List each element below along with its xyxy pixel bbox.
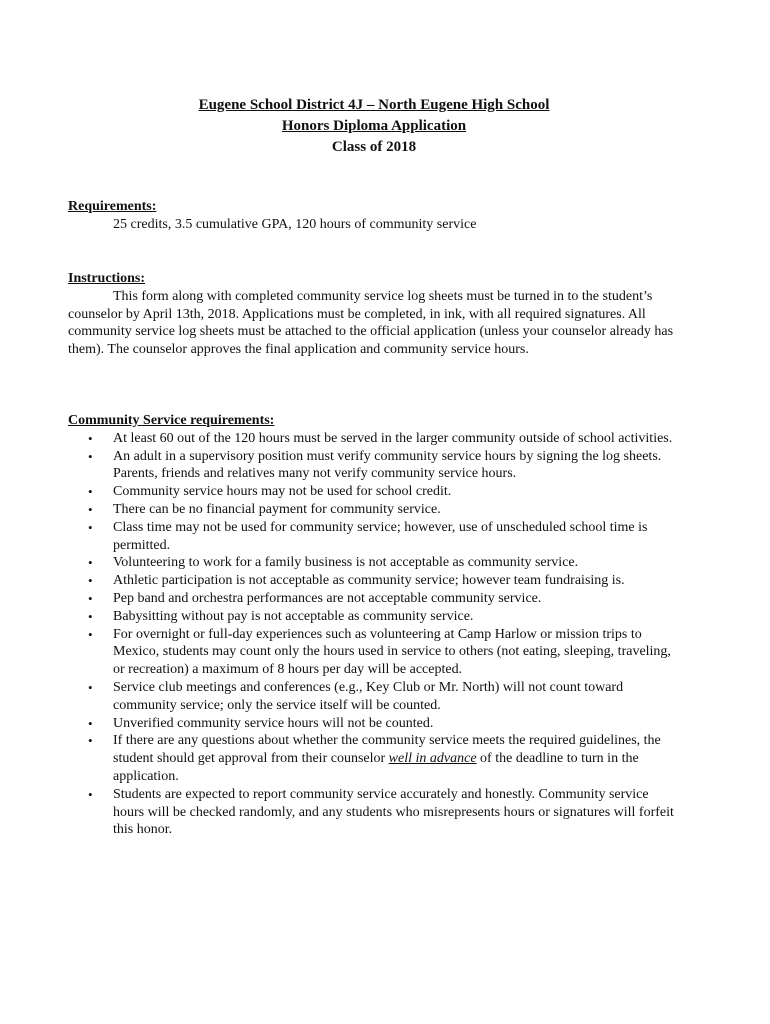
- bullet-icon: •: [88, 501, 93, 517]
- list-item-text: An adult in a supervisory position must verify community service hours by signing the log sheets. Parents, friends and relatives many not verify community service hours.: [113, 448, 662, 482]
- district-school-title: Eugene School District 4J – North Eugene High School: [198, 97, 550, 113]
- list-item: [68, 501, 678, 519]
- list-item: [68, 626, 678, 679]
- list-item: [68, 519, 678, 555]
- list-item: [68, 590, 678, 608]
- bullet-icon: •: [88, 786, 93, 802]
- list-item-text: Athletic participation is not acceptable as community service; however team fundraising is.: [113, 573, 625, 589]
- list-item-text: Volunteering to work for a family business is not acceptable as community service.: [113, 555, 579, 571]
- requirements-list: [68, 430, 678, 839]
- list-item: [68, 554, 678, 572]
- list-item: [68, 786, 678, 839]
- list-item-approval: [68, 732, 678, 785]
- document-header: [0, 95, 748, 158]
- list-item-text: Students are expected to report community service accurately and honestly. Community service hours will be checked randomly, and any students who misrepresents hours or signatures will forfeit this honor.: [113, 786, 674, 838]
- requirements-text: 25 credits, 3.5 cumulative GPA, 120 hours of community service: [113, 216, 477, 232]
- bullet-icon: •: [88, 484, 93, 500]
- list-item: [68, 448, 678, 484]
- class-year: Class of 2018: [331, 139, 417, 155]
- bullet-icon: •: [88, 519, 93, 535]
- list-item-text: Service club meetings and conferences (e.g., Key Club or Mr. North) will not count toward community service; only the service itself will be counted.: [113, 679, 624, 713]
- approval-text-before: If there are any questions about whether the community service meets the required guidelines, the student should get approval from their counselor: [113, 733, 661, 767]
- application-title: Honors Diploma Application: [281, 118, 467, 134]
- community-service-heading: Community Service requirements:: [68, 413, 275, 428]
- bullet-icon: •: [88, 626, 93, 642]
- list-item: [68, 430, 678, 448]
- bullet-icon: •: [88, 679, 93, 695]
- bullet-icon: •: [88, 608, 93, 624]
- list-item-text: Pep band and orchestra performances are not acceptable community service.: [113, 590, 542, 606]
- bullet-icon: •: [88, 555, 93, 571]
- approval-text-after: of the deadline to turn in the application.: [113, 751, 639, 784]
- list-item-text: At least 60 out of the 120 hours must be served in the larger community outside of school activities.: [113, 430, 673, 446]
- instructions-text: This form along with completed community service log sheets must be turned in to the student’s counselor by April 13th, 2018. Applications must be completed, in ink, with all required signatures. All community service log sheets must be attached to the official application (unless your counselor already has them). The counselor approves the final application and community service hours.: [68, 288, 674, 358]
- list-item: [68, 715, 678, 733]
- list-item-text: There can be no financial payment for community service.: [113, 501, 441, 517]
- bullet-icon: •: [88, 448, 93, 464]
- list-item-text: Community service hours may not be used for school credit.: [113, 484, 452, 500]
- list-item-text: Class time may not be used for community service; however, use of unscheduled school time is permitted.: [113, 519, 648, 553]
- list-item: [68, 572, 678, 590]
- bullet-icon: •: [88, 715, 93, 731]
- requirements-heading: Requirements:: [68, 199, 157, 214]
- requirements-section: [68, 198, 678, 234]
- list-item: [68, 483, 678, 501]
- instructions-section: [68, 270, 678, 359]
- list-item: [68, 608, 678, 626]
- bullet-icon: •: [88, 590, 93, 606]
- list-item-text: Unverified community service hours will not be counted.: [113, 715, 434, 731]
- bullet-icon: •: [88, 733, 93, 749]
- list-item-text: For overnight or full-day experiences such as volunteering at Camp Harlow or mission trips to Mexico, students may count only the hours used in service to others (not eating, sleeping, traveling, or recreation) a maximum of 8 hours per day will be accepted.: [113, 626, 671, 678]
- approval-emphasis: well in advance: [388, 751, 477, 767]
- bullet-icon: •: [88, 430, 93, 446]
- instructions-heading: Instructions:: [68, 271, 146, 286]
- community-service-section: [68, 412, 678, 839]
- list-item: [68, 679, 678, 715]
- bullet-icon: •: [88, 573, 93, 589]
- list-item-text: Babysitting without pay is not acceptable as community service.: [113, 608, 474, 624]
